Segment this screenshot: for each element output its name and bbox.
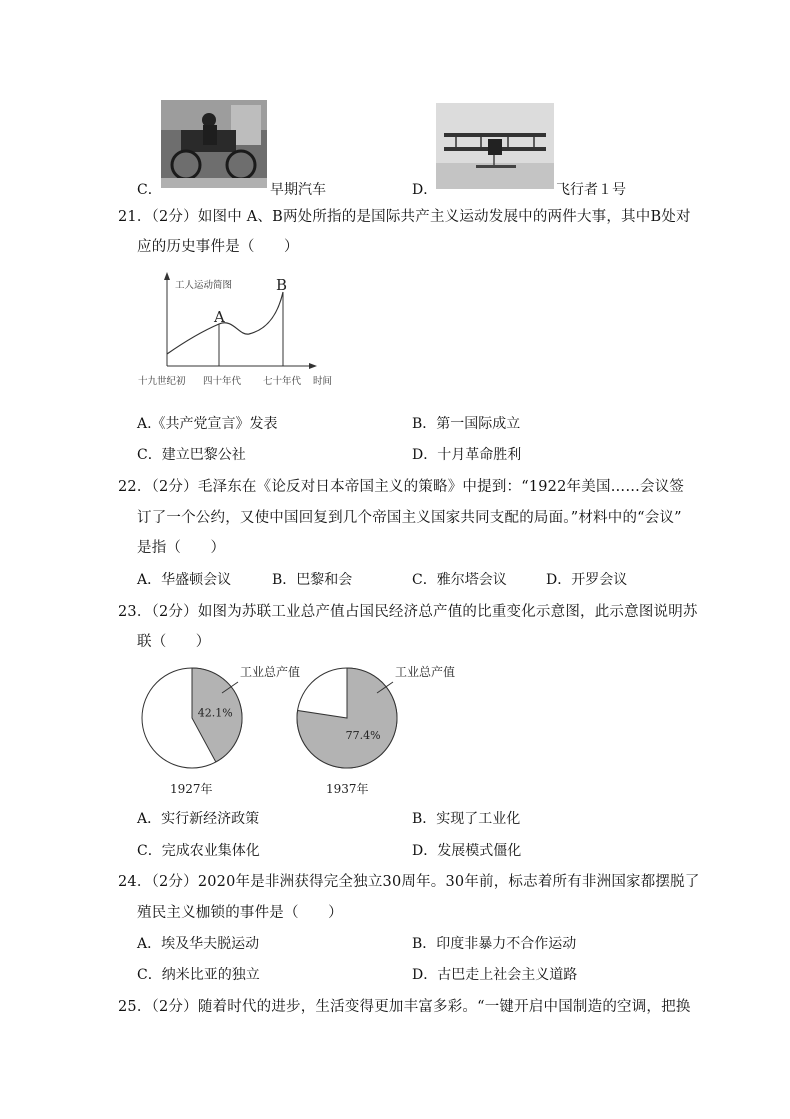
q21-option-d[interactable]: D．十月革命胜利 (412, 447, 522, 463)
q22-stem-line3: 是指（ ） (137, 540, 226, 556)
q24-option-a[interactable]: A．埃及华夫脱运动 (137, 936, 260, 952)
chart-title: 工人运动简图 (175, 280, 233, 291)
q24-stem-line1: 24．（2分）2020年是非洲获得完全独立30周年。30年前，标志着所有非洲国家都摆脱了 (118, 874, 700, 890)
q23-option-d[interactable]: D．发展模式僵化 (412, 843, 522, 859)
q23-option-c[interactable]: C．完成农业集体化 (137, 843, 260, 859)
q22-option-d[interactable]: D．开罗会议 (546, 572, 628, 588)
q21-option-a[interactable]: A.《共产党宣言》发表 (137, 416, 278, 432)
q24-option-c[interactable]: C．纳米比亚的独立 (137, 967, 260, 983)
q23-option-b[interactable]: B．实现了工业化 (412, 811, 521, 827)
point-b-label: B (276, 276, 288, 294)
x-tick-label: 七十年代 (263, 376, 302, 387)
q25-stem-line1: 25．（2分）随着时代的进步，生活变得更加丰富多彩。“一键开启中国制造的空调，把换 (118, 999, 691, 1015)
q23-stem-line2: 联（ ） (137, 634, 211, 650)
pie-percent-label: 42.1% (197, 706, 233, 720)
q21-stem-line2: 应的历史事件是（ ） (137, 239, 299, 255)
option-d-letter: D． (412, 182, 438, 198)
flyer-1-photo (436, 103, 554, 189)
x-axis-arrow (309, 363, 317, 369)
q22-option-c[interactable]: C．雅尔塔会议 (412, 572, 507, 588)
y-axis-arrow (164, 272, 170, 280)
option-c-letter: C． (137, 182, 162, 198)
movement-curve (167, 292, 283, 354)
pie-year-label: 1937年 (326, 782, 369, 796)
q21-option-c[interactable]: C．建立巴黎公社 (137, 447, 246, 463)
option-c-caption: 早期汽车 (270, 182, 326, 198)
pie-legend-label: 工业总产值 (395, 665, 456, 679)
pie-year-label: 1927年 (170, 782, 213, 796)
q22-stem-line2: 订了一个公约，又使中国回复到几个帝国主义国家共同支配的局面。”材料中的“会议” (137, 510, 682, 526)
industrial-output-pie-charts (140, 660, 470, 800)
worker-movement-chart (135, 268, 355, 398)
pie-percent-label: 77.4% (345, 729, 381, 743)
q23-option-a[interactable]: A．实行新经济政策 (137, 811, 260, 827)
q24-option-b[interactable]: B．印度非暴力不合作运动 (412, 936, 577, 952)
pie-legend-label: 工业总产值 (240, 665, 301, 679)
x-tick-label: 十九世纪初 (138, 376, 186, 387)
q22-stem-line1: 22．（2分）毛泽东在《论反对日本帝国主义的策略》中提到：“1922年美国……会议签 (118, 479, 685, 495)
q22-option-a[interactable]: A．华盛顿会议 (137, 572, 232, 588)
early-car-photo (161, 100, 267, 188)
q21-stem-line1: 21．（2分）如图中 A、B两处所指的是国际共产主义运动发展中的两件大事，其中B处对 (118, 209, 691, 225)
x-tick-label: 四十年代 (203, 376, 242, 387)
q23-stem-line1: 23．（2分）如图为苏联工业总产值占国民经济总产值的比重变化示意图，此示意图说明苏 (118, 604, 698, 620)
option-d-caption: 飞行者１号 (556, 182, 626, 198)
q21-option-b[interactable]: B．第一国际成立 (412, 416, 521, 432)
point-a-label: A (214, 308, 225, 326)
q22-option-b[interactable]: B．巴黎和会 (272, 572, 353, 588)
q24-stem-line2: 殖民主义枷锁的事件是（ ） (137, 905, 343, 921)
q24-option-d[interactable]: D．古巴走上社会主义道路 (412, 967, 578, 983)
x-axis-label: 时间 (313, 376, 333, 387)
